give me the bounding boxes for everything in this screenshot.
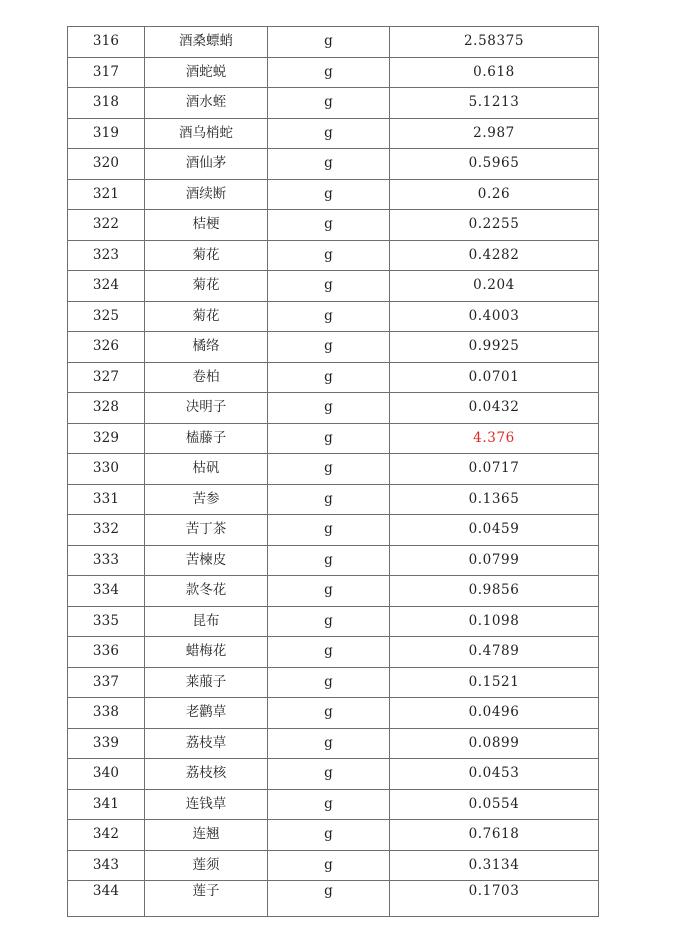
- herb-name-cell: 酒乌梢蛇: [145, 118, 268, 149]
- row-number-cell: 325: [68, 301, 145, 332]
- value-cell: 0.204: [390, 271, 599, 302]
- row-number-cell: 340: [68, 759, 145, 790]
- value-cell: 4.376: [390, 423, 599, 454]
- unit-cell: g: [268, 759, 390, 790]
- table-row: [68, 667, 599, 698]
- herb-name-cell: 榼藤子: [145, 423, 268, 454]
- table-row: [68, 728, 599, 759]
- value-cell: 0.0899: [390, 728, 599, 759]
- unit-cell: g: [268, 57, 390, 88]
- table-row: [68, 881, 599, 917]
- table-row: [68, 637, 599, 668]
- row-number-cell: 341: [68, 789, 145, 820]
- herb-name-cell: 连翘: [145, 820, 268, 851]
- unit-cell: g: [268, 240, 390, 271]
- unit-cell: g: [268, 484, 390, 515]
- unit-cell: g: [268, 362, 390, 393]
- table-row: [68, 576, 599, 607]
- herb-name-cell: 决明子: [145, 393, 268, 424]
- value-cell: 2.58375: [390, 27, 599, 58]
- table-body: [68, 27, 599, 917]
- unit-cell: g: [268, 179, 390, 210]
- unit-cell: g: [268, 88, 390, 119]
- table-row: [68, 362, 599, 393]
- herb-name-cell: 莱菔子: [145, 667, 268, 698]
- herb-name-cell: 橘络: [145, 332, 268, 363]
- value-cell: 0.2255: [390, 210, 599, 241]
- unit-cell: g: [268, 332, 390, 363]
- table-row: [68, 57, 599, 88]
- row-number-cell: 321: [68, 179, 145, 210]
- value-cell: 0.0432: [390, 393, 599, 424]
- value-cell: 2.987: [390, 118, 599, 149]
- herb-name-cell: 蜡梅花: [145, 637, 268, 668]
- value-cell: 0.618: [390, 57, 599, 88]
- value-cell: 0.9925: [390, 332, 599, 363]
- herb-name-cell: 款冬花: [145, 576, 268, 607]
- value-cell: 0.0459: [390, 515, 599, 546]
- unit-cell: g: [268, 27, 390, 58]
- row-number-cell: 336: [68, 637, 145, 668]
- value-cell: 0.1098: [390, 606, 599, 637]
- herb-name-cell: 苦参: [145, 484, 268, 515]
- unit-cell: g: [268, 850, 390, 881]
- row-number-cell: 344: [68, 881, 145, 917]
- table-row: [68, 240, 599, 271]
- unit-cell: g: [268, 667, 390, 698]
- table-row: [68, 210, 599, 241]
- unit-cell: g: [268, 698, 390, 729]
- herb-name-cell: 苦丁茶: [145, 515, 268, 546]
- row-number-cell: 320: [68, 149, 145, 180]
- herb-name-cell: 菊花: [145, 271, 268, 302]
- value-cell: 0.1521: [390, 667, 599, 698]
- herb-name-cell: 酒桑螵蛸: [145, 27, 268, 58]
- unit-cell: g: [268, 515, 390, 546]
- unit-cell: g: [268, 789, 390, 820]
- row-number-cell: 323: [68, 240, 145, 271]
- unit-cell: g: [268, 728, 390, 759]
- value-cell: 0.0717: [390, 454, 599, 485]
- table-row: [68, 149, 599, 180]
- value-cell: 0.0453: [390, 759, 599, 790]
- herb-name-cell: 酒蛇蜕: [145, 57, 268, 88]
- table-row: [68, 271, 599, 302]
- table-row: [68, 759, 599, 790]
- herb-name-cell: 菊花: [145, 301, 268, 332]
- table-row: [68, 698, 599, 729]
- row-number-cell: 327: [68, 362, 145, 393]
- unit-cell: g: [268, 545, 390, 576]
- table-row: [68, 454, 599, 485]
- herb-name-cell: 昆布: [145, 606, 268, 637]
- unit-cell: g: [268, 881, 390, 917]
- herb-name-cell: 枯矾: [145, 454, 268, 485]
- row-number-cell: 316: [68, 27, 145, 58]
- unit-cell: g: [268, 210, 390, 241]
- unit-cell: g: [268, 576, 390, 607]
- herb-name-cell: 卷柏: [145, 362, 268, 393]
- row-number-cell: 326: [68, 332, 145, 363]
- herb-name-cell: 菊花: [145, 240, 268, 271]
- herb-name-cell: 莲子: [145, 881, 268, 917]
- table-row: [68, 515, 599, 546]
- value-cell: 0.5965: [390, 149, 599, 180]
- table-row: [68, 332, 599, 363]
- row-number-cell: 332: [68, 515, 145, 546]
- table-row: [68, 789, 599, 820]
- table-row: [68, 545, 599, 576]
- row-number-cell: 339: [68, 728, 145, 759]
- value-cell: 0.26: [390, 179, 599, 210]
- row-number-cell: 324: [68, 271, 145, 302]
- table-row: [68, 393, 599, 424]
- herb-name-cell: 桔梗: [145, 210, 268, 241]
- herb-name-cell: 莲须: [145, 850, 268, 881]
- row-number-cell: 319: [68, 118, 145, 149]
- row-number-cell: 338: [68, 698, 145, 729]
- herb-name-cell: 酒仙茅: [145, 149, 268, 180]
- row-number-cell: 330: [68, 454, 145, 485]
- table-row: [68, 850, 599, 881]
- unit-cell: g: [268, 149, 390, 180]
- value-cell: 0.0799: [390, 545, 599, 576]
- herb-name-cell: 酒水蛭: [145, 88, 268, 119]
- unit-cell: g: [268, 454, 390, 485]
- herb-name-cell: 荔枝核: [145, 759, 268, 790]
- table-row: [68, 423, 599, 454]
- unit-cell: g: [268, 271, 390, 302]
- table-row: [68, 301, 599, 332]
- herb-name-cell: 连钱草: [145, 789, 268, 820]
- value-cell: 5.1213: [390, 88, 599, 119]
- table-row: [68, 179, 599, 210]
- value-cell: 0.3134: [390, 850, 599, 881]
- herb-name-cell: 荔枝草: [145, 728, 268, 759]
- value-cell: 0.0554: [390, 789, 599, 820]
- row-number-cell: 334: [68, 576, 145, 607]
- row-number-cell: 322: [68, 210, 145, 241]
- value-cell: 0.0701: [390, 362, 599, 393]
- table-row: [68, 484, 599, 515]
- row-number-cell: 318: [68, 88, 145, 119]
- table-row: [68, 27, 599, 58]
- unit-cell: g: [268, 423, 390, 454]
- value-cell: 0.4003: [390, 301, 599, 332]
- herb-name-cell: 苦楝皮: [145, 545, 268, 576]
- value-cell: 0.1365: [390, 484, 599, 515]
- herb-name-cell: 酒续断: [145, 179, 268, 210]
- herb-name-cell: 老鹳草: [145, 698, 268, 729]
- value-cell: 0.9856: [390, 576, 599, 607]
- row-number-cell: 342: [68, 820, 145, 851]
- unit-cell: g: [268, 606, 390, 637]
- row-number-cell: 337: [68, 667, 145, 698]
- row-number-cell: 333: [68, 545, 145, 576]
- herb-price-table: [67, 26, 599, 917]
- table-row: [68, 606, 599, 637]
- row-number-cell: 335: [68, 606, 145, 637]
- table-row: [68, 820, 599, 851]
- table-row: [68, 88, 599, 119]
- row-number-cell: 343: [68, 850, 145, 881]
- value-cell: 0.4789: [390, 637, 599, 668]
- unit-cell: g: [268, 301, 390, 332]
- table-row: [68, 118, 599, 149]
- row-number-cell: 329: [68, 423, 145, 454]
- unit-cell: g: [268, 118, 390, 149]
- unit-cell: g: [268, 820, 390, 851]
- value-cell: 0.7618: [390, 820, 599, 851]
- unit-cell: g: [268, 393, 390, 424]
- row-number-cell: 317: [68, 57, 145, 88]
- row-number-cell: 328: [68, 393, 145, 424]
- unit-cell: g: [268, 637, 390, 668]
- value-cell: 0.0496: [390, 698, 599, 729]
- value-cell: 0.1703: [390, 881, 599, 917]
- value-cell: 0.4282: [390, 240, 599, 271]
- row-number-cell: 331: [68, 484, 145, 515]
